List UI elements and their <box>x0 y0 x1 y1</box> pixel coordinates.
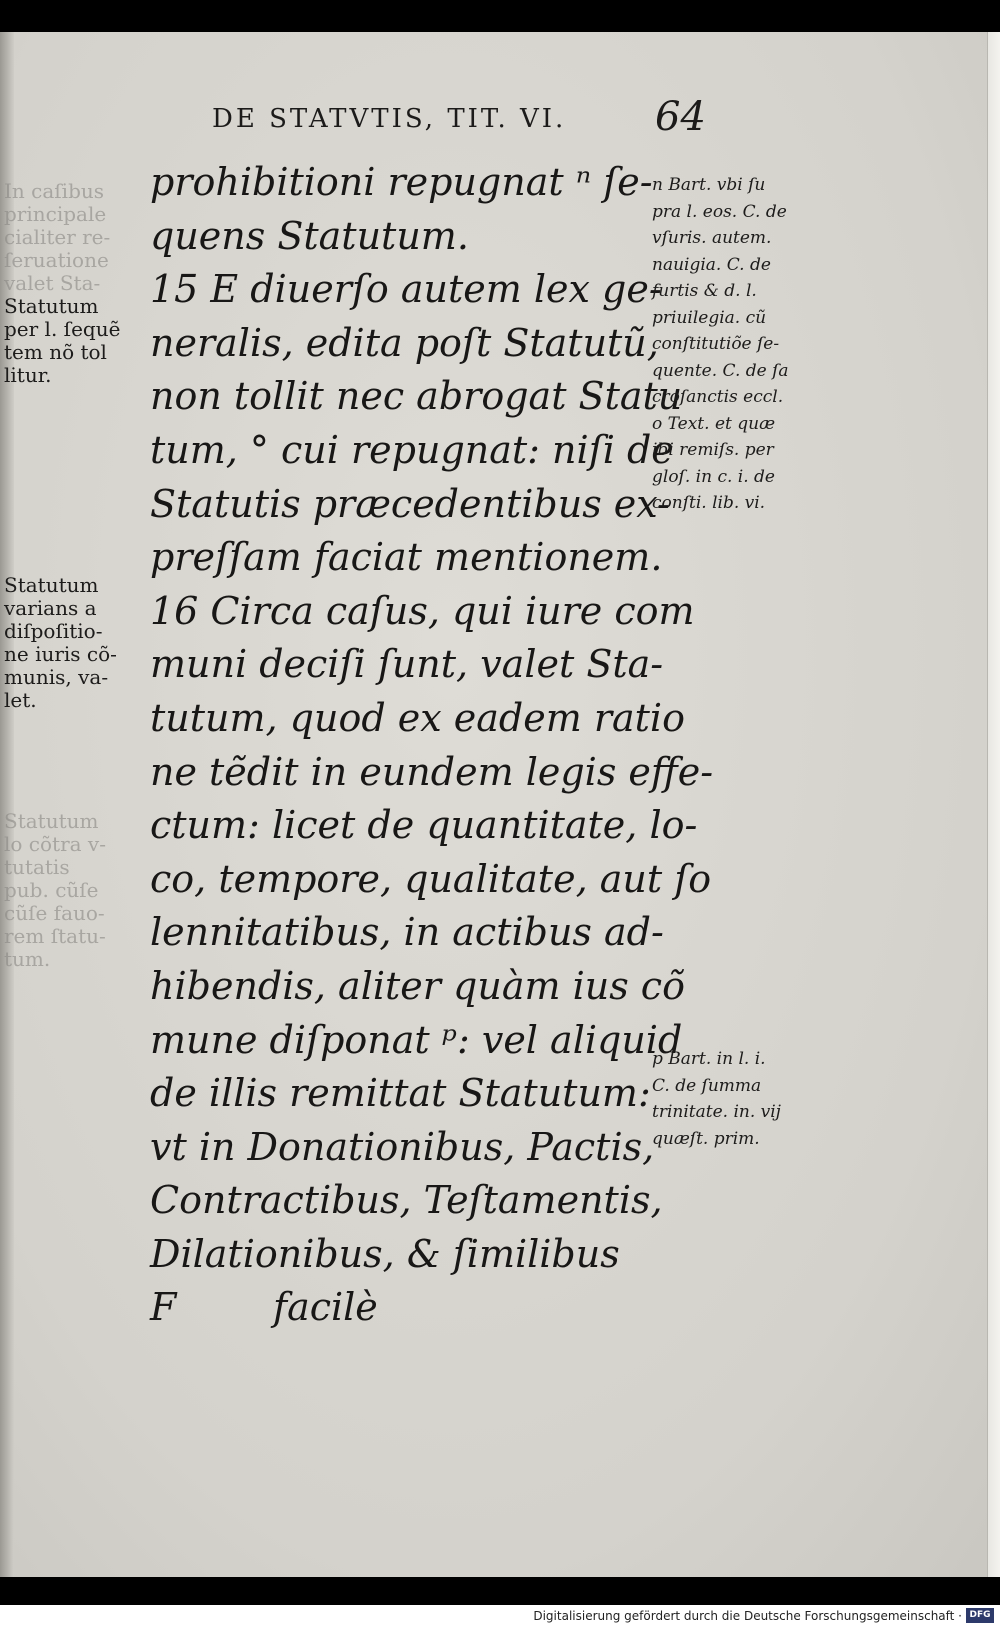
text-line: preſſam faciat mentionem. <box>150 535 663 580</box>
bleed-through-text-top: In caſibus principale cialiter re- ſeruatione valet Sta- <box>4 179 111 295</box>
text-line: neralis, edita poſt Statutũ, <box>150 320 659 365</box>
text-line: prohibitioni repugnat ⁿ ſe- <box>150 160 653 204</box>
text-line: lennitatibus, in actibus ad- <box>150 910 664 955</box>
text-line: ctum: licet de quantitate, lo- <box>150 803 698 848</box>
catchword-line: F facilè <box>150 1285 378 1330</box>
text-line: mune diſponat ᵖ: vel aliquid <box>150 1017 683 1062</box>
text-line: non tollit nec abrogat Statu <box>150 374 683 419</box>
text-line: 15 E diuerſo autem lex ge- <box>150 267 662 312</box>
text-line: vt in Donationibus, Pactis, <box>150 1124 655 1169</box>
margin-note-statutum-2: Statutum varians a diſpoſitio- ne iuris cõ- munis, va- let. <box>4 573 117 712</box>
funding-credit: Digitalisierung gefördert durch die Deutsche Forschungsgemeinschaft · <box>533 1609 962 1623</box>
margin-note-statutum-1: Statutum per l. ſequẽ tem nõ tol litur. <box>4 294 121 387</box>
text-line: quens Statutum. <box>150 213 469 258</box>
bleed-through-text-bottom: Statutum lo cõtra v- tutatis pub. cũſe cũſe fauo- rem ſtatu- tum. <box>4 809 106 971</box>
text-line: co, tempore, qualitate, aut ſo <box>150 856 712 901</box>
left-margin-notes <box>4 180 144 971</box>
text-line: hibendis, aliter quàm ius cõ <box>150 963 685 1008</box>
text-line: tutum, quod ex eadem ratio <box>150 695 685 740</box>
text-line: Contractibus, Teſtamentis, <box>150 1178 663 1223</box>
text-line: ne tẽdit in eundem legis effe- <box>150 749 714 794</box>
running-title: DE STATVTIS, TIT. VI. <box>212 104 567 134</box>
text-line: tum, ° cui repugnat: niſi de <box>150 427 674 472</box>
text-line: Dilationibus, & ſimilibus <box>150 1231 620 1276</box>
text-line: 16 Circa caſus, qui iure com <box>150 588 695 633</box>
text-line: muni deciſi ſunt, valet Sta- <box>150 642 664 687</box>
text-line: Statutis præcedentibus ex- <box>150 481 670 526</box>
right-margin-note-n: n Bart. vbi ſu pra l. eos. C. de vſuris. autem. nauigia. C. de furtis & d. l. priuilegia. cũ conſtitutiõe ſe- quente. C. de ſa croſanctis eccl. o Text. et quæ ibi remiſs. per gloſ. in c. i. de conſti. lib. vi. <box>652 175 789 513</box>
main-text-block <box>150 156 714 1335</box>
book-page <box>0 32 1000 1577</box>
text-line: de illis remittat Statutum: <box>150 1071 651 1116</box>
right-margin-note-p: p Bart. in l. i. C. de ſumma trinitate. in. vij quæſt. prim. <box>652 1049 781 1149</box>
page-edge <box>987 32 1000 1577</box>
dfg-logo: DFG <box>966 1608 994 1623</box>
folio-number: 64 <box>655 94 706 140</box>
